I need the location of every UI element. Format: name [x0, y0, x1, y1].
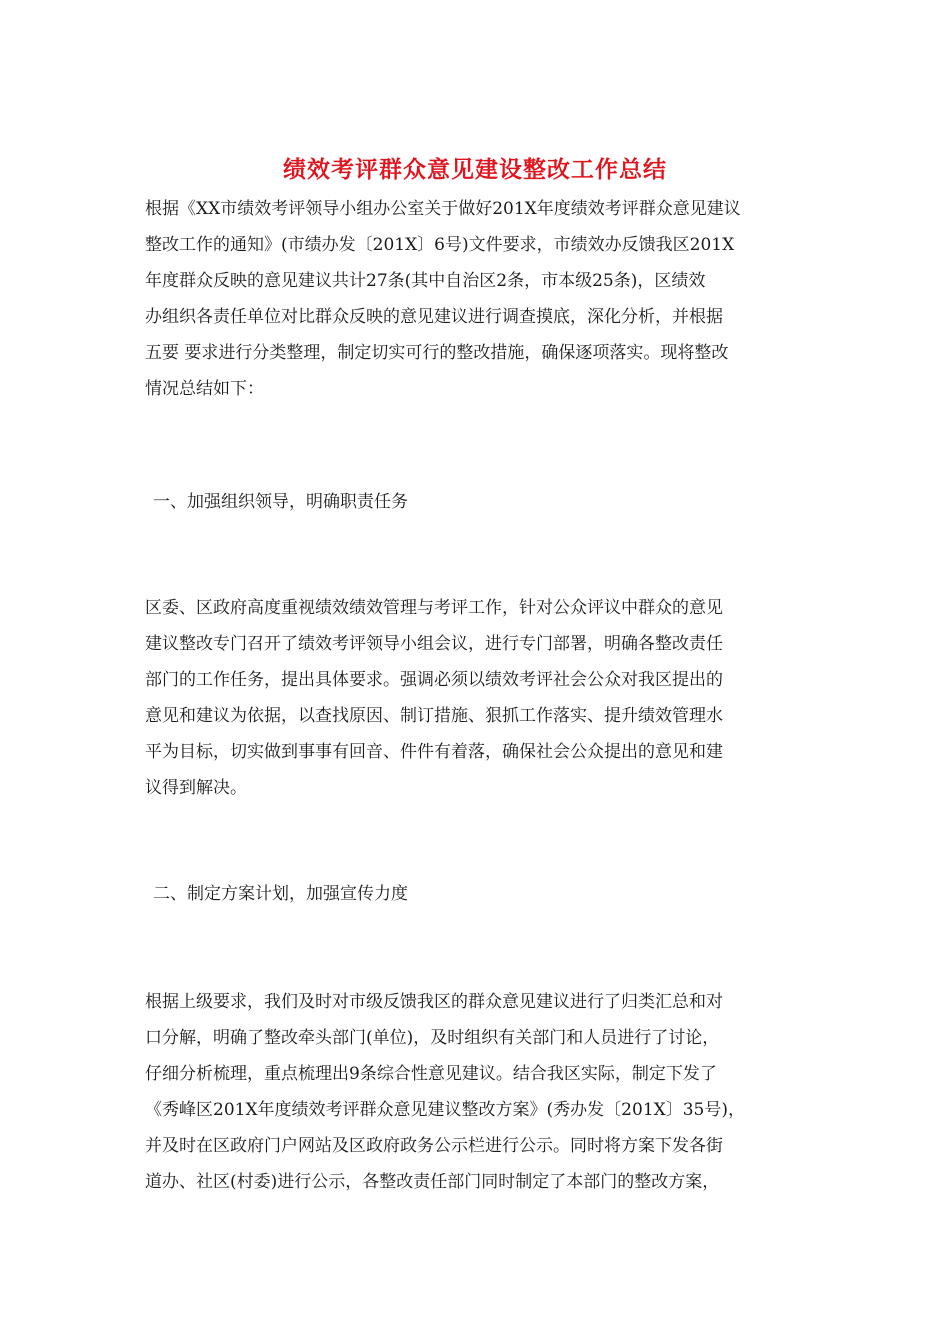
intro-line: 情况总结如下： [145, 379, 264, 399]
section-1-line: 建议整改专门召开了绩效考评领导小组会议，进行专门部署，明确各整改责任 [145, 634, 723, 654]
intro-line: 五要 要求进行分类整理，制定切实可行的整改措施，确保逐项落实。现将整改 [145, 343, 729, 363]
intro-paragraph [145, 191, 805, 407]
section-2-heading-text: 二、制定方案计划，加强宣传力度 [153, 884, 408, 904]
section-2-line: 根据上级要求，我们及时对市级反馈我区的群众意见建议进行了归类汇总和对 [145, 992, 723, 1012]
intro-line: 年度群众反映的意见建议共计27条(其中自治区2条，市本级25条)，区绩效 [145, 271, 706, 291]
document-title: 绩效考评群众意见建设整改工作总结 [283, 157, 667, 183]
section-2-line: 《秀峰区201X年度绩效考评群众意见建议整改方案》(秀办发〔201X〕35号)， [145, 1100, 745, 1120]
section-2-line: 并及时在区政府门户网站及区政府政务公示栏进行公示。同时将方案下发各街 [145, 1136, 723, 1156]
section-1-paragraph [145, 590, 805, 806]
section-1-heading-text: 一、加强组织领导，明确职责任务 [153, 492, 408, 512]
intro-line: 根据《XX市绩效考评领导小组办公室关于做好201X年度绩效考评群众意见建议 [145, 199, 741, 219]
section-2-line: 道办、社区(村委)进行公示，各整改责任部门同时制定了本部门的整改方案， [145, 1172, 720, 1192]
intro-line: 整改工作的通知》(市绩办发〔201X〕6号)文件要求，市绩效办反馈我区201X [145, 235, 735, 255]
section-1-line: 意见和建议为依据，以查找原因、制订措施、狠抓工作落实、提升绩效管理水 [145, 706, 723, 726]
section-1-line: 平为目标，切实做到事事有回音、件件有着落，确保社会公众提出的意见和建 [145, 742, 723, 762]
section-2-line: 仔细分析梳理，重点梳理出9条综合性意见建议。结合我区实际，制定下发了 [145, 1064, 717, 1084]
section-2-paragraph [145, 984, 805, 1200]
section-1-line: 区委、区政府高度重视绩效绩效管理与考评工作，针对公众评议中群众的意见 [145, 598, 723, 618]
section-2-heading [145, 876, 805, 912]
section-2-line: 口分解，明确了整改牵头部门(单位)，及时组织有关部门和人员进行了讨论， [145, 1028, 720, 1048]
section-1-line: 议得到解决。 [145, 778, 247, 798]
intro-line: 办组织各责任单位对比群众反映的意见建议进行调查摸底，深化分析，并根据 [145, 307, 723, 327]
section-1-heading [145, 484, 805, 520]
section-1-line: 部门的工作任务，提出具体要求。强调必须以绩效考评社会公众对我区提出的 [145, 670, 723, 690]
